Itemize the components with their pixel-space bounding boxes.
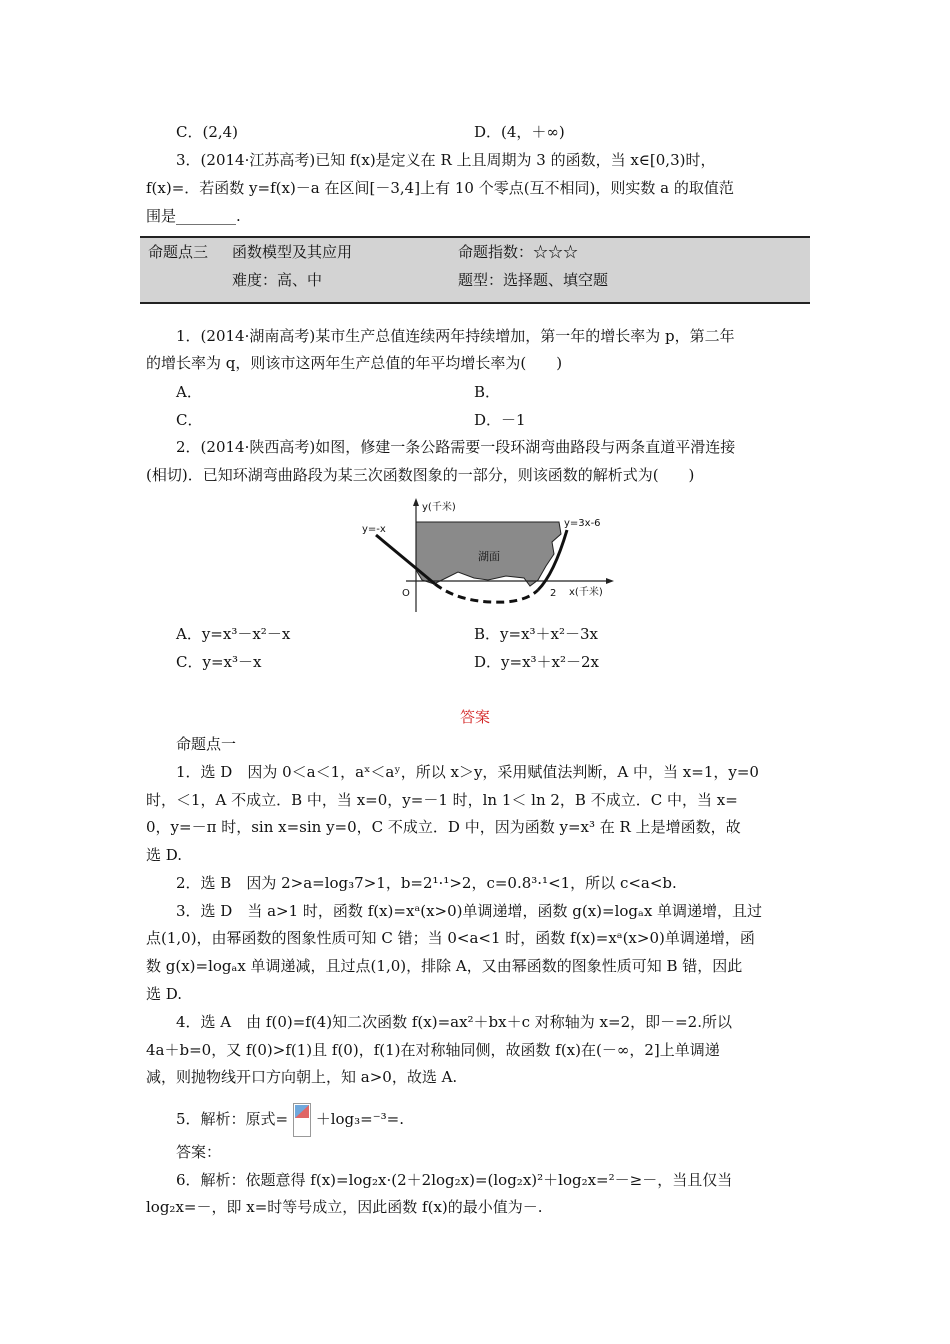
p1-line-1: 1．(2014·湖南高考)某市生产总值连续两年持续增加，第一年的增长率为 p，第二年	[176, 327, 735, 345]
curve-road	[435, 584, 538, 602]
a5-suffix: ＋log₃=⁻³=.	[315, 1110, 404, 1128]
lake-label: 湖面	[478, 550, 500, 563]
p1-option-b: B．	[474, 383, 501, 401]
banner-label: 命题点三	[148, 243, 209, 261]
q3-line-1: 3．(2014·江苏高考)已知 f(x)是定义在 R 上且周期为 3 的函数，当 x∈[0,3)时，	[176, 151, 716, 169]
a1-line-2: 时，＜1，A 不成立．B 中，当 x=0，y=－1 时，ln 1＜ ln 2，B 不成立．C 中，当 x=	[146, 791, 738, 809]
p2-option-d: D．y=x³＋x²－2x	[474, 653, 600, 671]
a1-line-4: 选 D.	[146, 846, 183, 864]
a5-line	[176, 1103, 404, 1137]
banner-qtype: 题型：选择题、填空题	[458, 271, 609, 289]
a1-line-1: 1．选 D 因为 0＜a＜1，aˣ＜aʸ，所以 x＞y，采用赋值法判断，A 中，当 x=1，y=0	[176, 763, 759, 781]
lake-road-figure	[356, 494, 626, 614]
a1-line-3: 0，y=－π 时，sin x=sin y=0，C 不成立．D 中，因为函数 y=x³ 在 R 上是增函数，故	[146, 818, 741, 836]
x-axis-arrow-icon	[606, 578, 614, 584]
broken-image-icon	[293, 1103, 311, 1137]
a6-line-2: log₂x=－，即 x=时等号成立，因此函数 f(x)的最小值为－.	[146, 1198, 543, 1216]
a3-line-1: 3．选 D 当 a>1 时，函数 f(x)=xᵃ(x>0)单调递增，函数 g(x)=logₐx 单调递增，且过	[176, 902, 763, 920]
a2-line-1: 2．选 B 因为 2>a=log₃7>1，b=2¹·¹>2，c=0.8³·¹<1，所以 c<a<b.	[176, 874, 677, 892]
p2-line-2: (相切)．已知环湖弯曲路段为某三次函数图象的一部分，则该函数的解析式为( )	[146, 466, 695, 484]
left-line-label: y=-x	[362, 524, 386, 535]
origin-label: O	[402, 588, 410, 599]
a6-line-1: 6．解析：依题意得 f(x)=log₂x·(2＋2log₂x)=(log₂x)²＋log₂x=²－≥－，当且仅当	[176, 1171, 733, 1189]
x-axis-label: x(千米)	[569, 587, 603, 598]
right-line-label: y=3x-6	[564, 518, 601, 529]
prev-option-d: D．(4，＋∞)	[474, 123, 565, 141]
q3-line-3: 围是________.	[146, 207, 241, 225]
p1-option-d: D．－1	[474, 411, 526, 429]
a4-line-2: 4a＋b=0，又 f(0)>f(1)且 f(0)，f(1)在对称轴同侧，故函数 f(x)在(－∞，2]上单调递	[146, 1041, 720, 1059]
answer-section: 命题点一	[176, 735, 237, 753]
a4-line-3: 减，则抛物线开口方向朝上，知 a>0，故选 A.	[146, 1068, 458, 1086]
p1-option-c: C．	[176, 411, 203, 429]
y-axis-arrow-icon	[413, 498, 419, 506]
p2-option-a: A．y=x³－x²－x	[176, 625, 291, 643]
y-axis-label: y(千米)	[422, 502, 456, 513]
banner-index: 命题指数：☆☆☆	[458, 243, 579, 261]
p2-option-b: B．y=x³＋x²－3x	[474, 625, 599, 643]
p2-option-c: C．y=x³－x	[176, 653, 262, 671]
topic-banner	[140, 236, 810, 304]
answer-title: 答案	[459, 708, 490, 726]
a3-line-4: 选 D.	[146, 985, 183, 1003]
a3-line-2: 点(1,0)，由幂函数的图象性质可知 C 错；当 0<a<1 时，函数 f(x)=xᵃ(x>0)单调递增，函	[146, 929, 755, 947]
a5-answer: 答案：	[176, 1143, 222, 1161]
p2-line-1: 2．(2014·陕西高考)如图，修建一条公路需要一段环湖弯曲路段与两条直道平滑连接	[176, 438, 736, 456]
banner-difficulty: 难度：高、中	[232, 271, 323, 289]
a5-prefix: 5．解析：原式=	[176, 1110, 289, 1128]
q3-line-2: f(x)=．若函数 y=f(x)－a 在区间[－3,4]上有 10 个零点(互不相同)，则实数 a 的取值范	[146, 179, 734, 197]
a3-line-3: 数 g(x)=logₐx 单调递减，且过点(1,0)，排除 A，又由幂函数的图象性质可知 B 错，因此	[146, 957, 743, 975]
tick-2-label: 2	[550, 588, 557, 599]
banner-topic: 函数模型及其应用	[232, 243, 353, 261]
p1-option-a: A．	[176, 383, 202, 401]
prev-option-c: C．(2,4)	[176, 123, 239, 141]
a4-line-1: 4．选 A 由 f(0)=f(4)知二次函数 f(x)=ax²＋bx＋c 对称轴为 x=2，即－=2.所以	[176, 1013, 732, 1031]
p1-line-2: 的增长率为 q，则该市这两年生产总值的年平均增长率为( )	[146, 354, 563, 372]
